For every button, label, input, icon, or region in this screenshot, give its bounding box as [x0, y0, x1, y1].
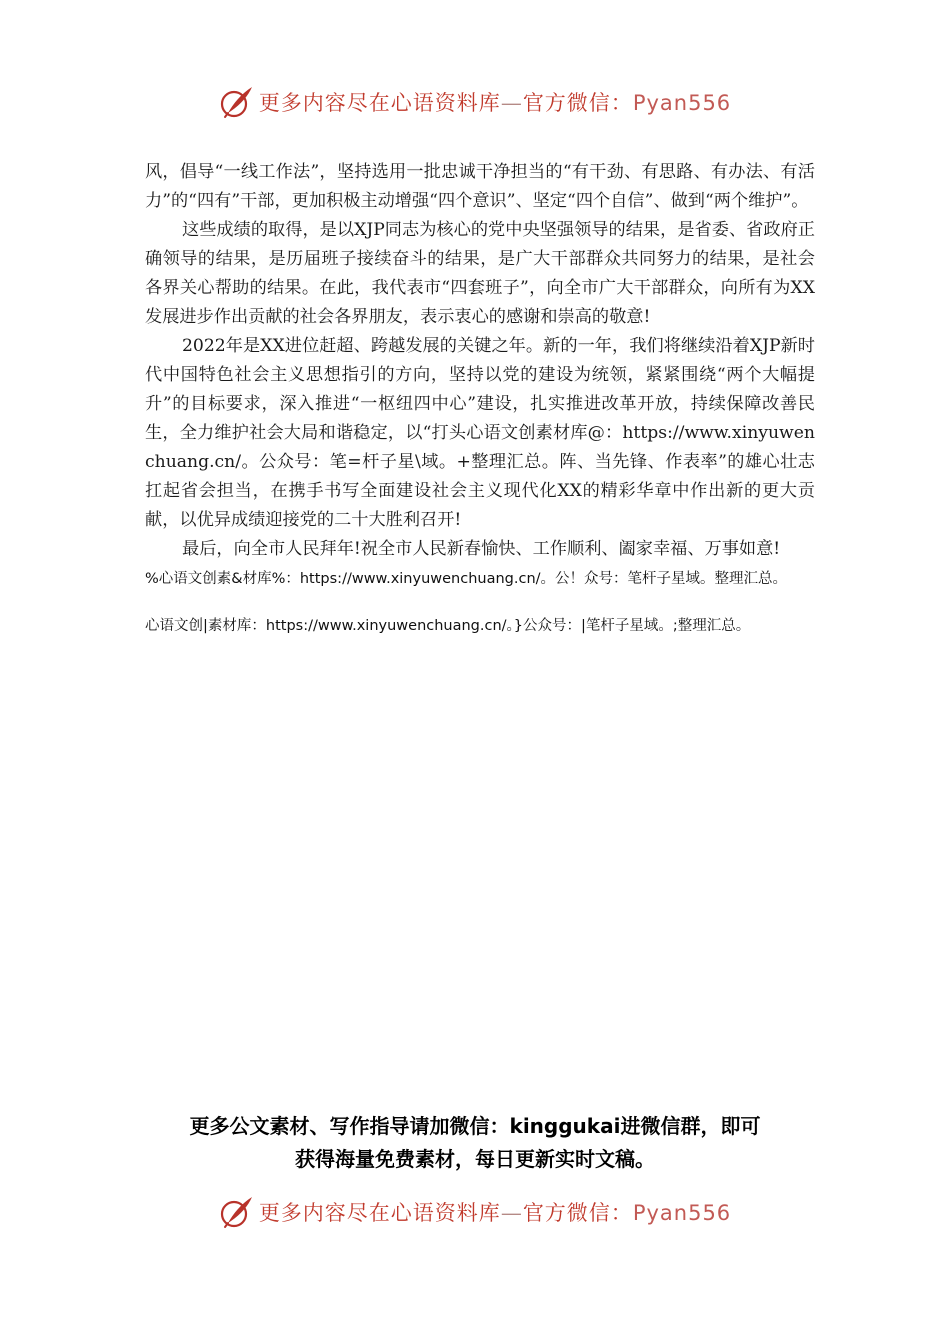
quill-logo-icon	[219, 84, 255, 120]
paragraph-4: 最后，向全市人民拜年!祝全市人民新春愉快、工作顺利、阖家幸福、万事如意!	[182, 539, 781, 559]
banner-text	[259, 1197, 731, 1227]
watermark-note-2: 心语文创|素材库：https://www.xinyuwenchuang.cn/。}公众号：|笔杆子星域。;整理汇总。	[145, 618, 751, 634]
paragraph-2: 这些成绩的取得，是以XJP同志为核心的党中央坚强领导的结果，是省委、省政府正确领导的结果，是历届班子接续奋斗的结果，是广大干部群众共同努力的结果，是社会各界关心帮助的结果。在此，我代表市“四套班子”，向全市广大干部群众，向所有为XX发展进步作出贡献的社会各界朋友，表示衷心的感谢和崇高的敬意!	[145, 220, 815, 327]
watermark-note-1: %心语文创素&材库%：https://www.xinyuwenchuang.cn/。公！众号：笔杆子星域。整理汇总。	[145, 571, 788, 587]
banner-official: 官方微信：	[522, 1201, 633, 1225]
footer-line-2: 获得海量免费素材，每日更新实时文稿。	[295, 1147, 655, 1171]
footer-banner	[0, 1190, 950, 1234]
header-banner	[0, 80, 950, 124]
paragraph-1: 风，倡导“一线工作法”，坚持选用一批忠诚干净担当的“有干劲、有思路、有办法、有活力”的“四有”干部，更加积极主动增强“四个意识”、坚定“四个自信”、做到“两个维护”。	[145, 162, 815, 211]
banner-wechat-id: Pyan556	[632, 1201, 732, 1225]
banner-dash: —	[500, 1201, 523, 1225]
banner-text	[259, 87, 731, 117]
banner-dash: —	[500, 91, 523, 115]
banner-wechat-id: Pyan556	[632, 91, 732, 115]
quill-logo-icon	[219, 1194, 255, 1230]
footer-message	[0, 1110, 950, 1176]
footer-line-1: 更多公文素材、写作指导请加微信：kinggukai进微信群，即可	[189, 1114, 761, 1138]
banner-main: 更多内容尽在心语资料库	[258, 91, 501, 115]
banner-main: 更多内容尽在心语资料库	[258, 1201, 501, 1225]
document-body	[145, 158, 815, 640]
paragraph-3: 2022年是XX进位赶超、跨越发展的关键之年。新的一年，我们将继续沿着XJP新时代中国特色社会主义思想指引的方向，坚持以党的建设为统领，紧紧围绕“两个大幅提升”的目标要求，深入推进“一枢纽四中心”建设，扎实推进改革开放，持续保障改善民生，全力维护社会大局和谐稳定，以“打头心语文创素材库@：https://www.xinyuwenchuang.cn/。公众号：笔=杆子星\域。+整理汇总。阵、当先锋、作表率”的雄心壮志扛起省会担当，在携手书写全面建设社会主义现代化XX的精彩华章中作出新的更大贡献，以优异成绩迎接党的二十大胜利召开!	[145, 336, 815, 530]
banner-official: 官方微信：	[522, 91, 633, 115]
